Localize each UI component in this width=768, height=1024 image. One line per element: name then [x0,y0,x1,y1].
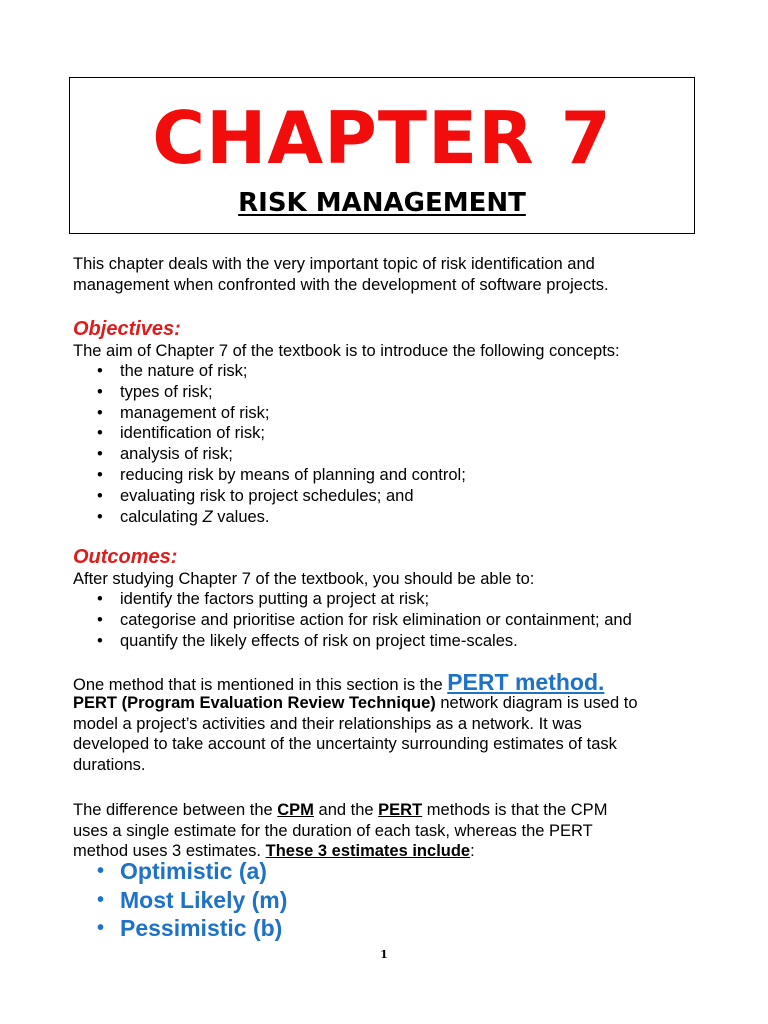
difference-paragraph: The difference between the CPM and the PERT methods is that the CPM uses a single estimate for the duration of each task, whereas the PERT method uses 3 estimates. These 3 estimates include: [73,801,608,860]
list-item: • calculating Z values. [97,507,466,528]
list-item: • the nature of risk; [97,361,466,382]
estimate-most-likely: • Most Likely (m) [97,886,287,915]
page-number: 1 [380,948,388,961]
list-item: • analysis of risk; [97,444,466,465]
pert-line-4: durations. [73,755,146,774]
intro-paragraph [73,254,703,295]
chapter-title-box [69,77,695,234]
pert-term-underlined: PERT [378,801,423,819]
pert-paragraph: PERT (Program Evaluation Review Technique) network diagram is used to model a project’s activities and their relationships as a network. It was developed to take account of the uncertainty surrounding estimates of task durations. [73,694,638,774]
chapter-subtitle: RISK MANAGEMENT [238,188,526,218]
intro-line-2: management when confronted with the development of software projects. [73,275,609,294]
list-item: • reducing risk by means of planning and control; [97,465,466,486]
intro-line-1: This chapter deals with the very important topic of risk identification and [73,255,595,273]
list-item: • identification of risk; [97,423,466,444]
pert-term: PERT (Program Evaluation Review Technique) [73,694,436,712]
chapter-title: CHAPTER 7 [152,96,612,180]
objectives-list [97,361,466,527]
list-item: • identify the factors putting a project at risk; [97,589,632,610]
estimate-optimistic: • Optimistic (a) [97,857,287,886]
objectives-heading: Objectives: [73,318,181,340]
z-variable: Z [202,507,213,526]
pert-line-2: model a project’s activities and their relationships as a network. It was [73,714,582,733]
pert-intro-text: One method that is mentioned in this section is the [73,676,448,694]
pert-line-3: developed to take account of the uncertainty surrounding estimates of task [73,735,617,753]
list-item: • types of risk; [97,382,466,403]
outcomes-lead: After studying Chapter 7 of the textbook, you should be able to: [73,570,535,588]
pert-method-link[interactable]: PERT method. [447,669,605,695]
outcomes-heading: Outcomes: [73,546,178,568]
objectives-lead: The aim of Chapter 7 of the textbook is to introduce the following concepts: [73,342,620,360]
list-item: • quantify the likely effects of risk on project time-scales. [97,631,632,652]
cpm-term: CPM [277,801,314,819]
list-item: • categorise and prioritise action for risk elimination or containment; and [97,610,632,631]
list-item: • evaluating risk to project schedules; and [97,486,466,507]
estimates-list [97,857,287,943]
estimates-intro: These 3 estimates include [265,842,471,860]
list-item: • management of risk; [97,403,466,424]
outcomes-list [97,589,632,651]
difference-line-2: uses a single estimate for the duration of each task, whereas the PERT [73,821,593,840]
estimate-pessimistic: • Pessimistic (b) [97,914,287,943]
